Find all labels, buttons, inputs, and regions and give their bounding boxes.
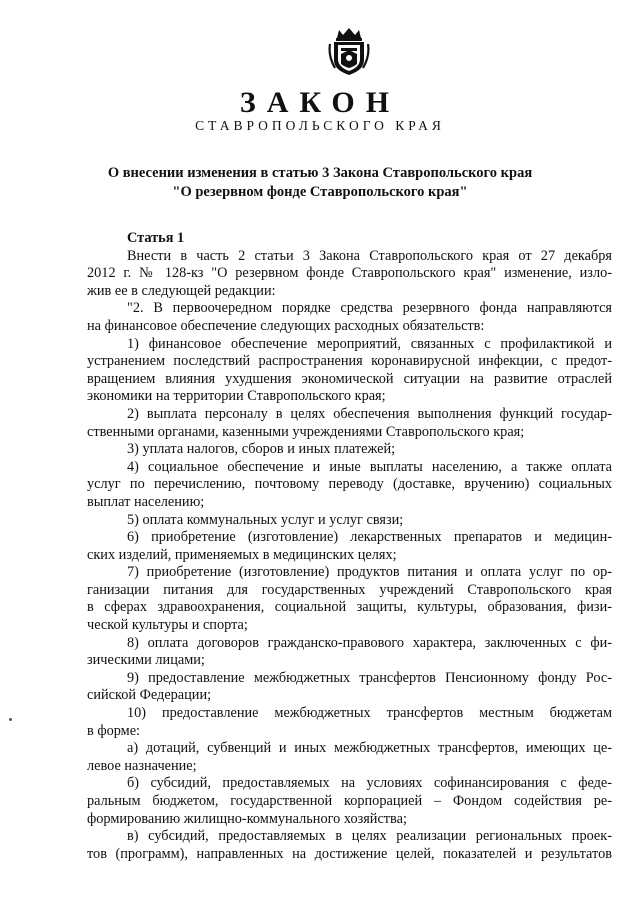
- document-body: [87, 230, 612, 863]
- text-line: жив ее в следующей редакции:: [87, 282, 276, 299]
- text-line: 9) предоставление межбюджетных трансфертов Пенсионному фонду Рос-: [127, 669, 612, 686]
- text-line: услуг по перечислению, почтовому переводу (доставке, вручению) социальных: [87, 476, 612, 493]
- text-line: 10) предоставление межбюджетных трансфертов местным бюджетам: [127, 705, 612, 722]
- text-line: 1) финансовое обеспечение мероприятий, связанных с профилактикой и: [127, 335, 612, 352]
- law-subtitle: СТАВРОПОЛЬСКОГО КРАЯ: [195, 118, 445, 133]
- text-line: зическими лицами;: [87, 652, 205, 669]
- text-line: 5) оплата коммунальных услуг и услуг связи;: [127, 511, 404, 528]
- text-line: ческой культуры и спорта;: [87, 617, 248, 634]
- text-line: устранением последствий распространения коронавирусной инфекции, с предот-: [87, 353, 612, 370]
- scan-speck: [9, 718, 12, 721]
- text-line: на финансовое обеспечение следующих расходных обязательств:: [87, 317, 485, 334]
- text-line: 2012 г. № 128-кз "О резервном фонде Ставропольского края" изменение, изло-: [87, 265, 612, 282]
- document-title: [90, 164, 550, 202]
- law-title: ЗАКОН: [239, 86, 401, 119]
- text-line: ганизации питания для государственных учреждений Ставропольского края: [87, 581, 612, 598]
- text-line: ральным бюджетом, государственной корпорацией – Фондом содействия ре-: [87, 793, 612, 809]
- text-line: 4) социальное обеспечение и иные выплаты населению, а также оплата: [127, 458, 612, 475]
- text-line: Внести в часть 2 статьи 3 Закона Ставропольского края от 27 декабря: [127, 247, 612, 264]
- text-line: сийской Федерации;: [87, 687, 212, 704]
- text-line: формированию жилищно-коммунального хозяйства;: [87, 810, 407, 827]
- article-heading: Статья 1: [127, 230, 185, 246]
- document-title-line-2: "О резервном фонде Ставропольского края": [172, 184, 468, 200]
- text-line: тов (программ), направленных на достижение целей, показателей и результатов: [87, 845, 612, 862]
- text-line: 8) оплата договоров гражданско-правового характера, заключенных с фи-: [127, 634, 612, 651]
- text-line: ственными органами, казенными учреждениями Ставропольского края;: [87, 423, 525, 440]
- stavropol-coat-of-arms-icon: [327, 26, 371, 76]
- text-line: в сферах здравоохранения, социальной защиты, культуры, образования, физи-: [87, 599, 612, 616]
- text-line: 3) уплата налогов, сборов и иных платежей;: [127, 441, 396, 458]
- text-line: вращением влияния ухудшения экономической ситуации на развитие отраслей: [87, 370, 612, 387]
- text-line: в форме:: [87, 722, 141, 739]
- text-line: экономики на территории Ставропольского края;: [87, 388, 386, 405]
- text-line: "2. В первоочередном порядке средства резервного фонда направляются: [127, 300, 612, 317]
- text-line: 6) приобретение (изготовление) лекарственных препаратов и медицин-: [127, 529, 612, 546]
- text-line: б) субсидий, предоставляемых на условиях софинансирования с феде-: [127, 775, 612, 792]
- document-title-line-1: О внесении изменения в статью 3 Закона Ставропольского края: [107, 165, 533, 181]
- text-line: в) субсидий, предоставляемых в целях реализации региональных проек-: [127, 828, 612, 845]
- text-line: левое назначение;: [87, 757, 197, 774]
- text-line: ских изделий, применяемых в медицинских целях;: [87, 546, 397, 563]
- text-line: 2) выплата персоналу в целях обеспечения выполнения функций государ-: [127, 405, 612, 422]
- text-line: выплат населению;: [87, 493, 205, 510]
- text-line: а) дотаций, субвенций и иных межбюджетных трансфертов, имеющих це-: [127, 740, 612, 757]
- text-line: 7) приобретение (изготовление) продуктов питания и оплата услуг по ор-: [127, 564, 612, 581]
